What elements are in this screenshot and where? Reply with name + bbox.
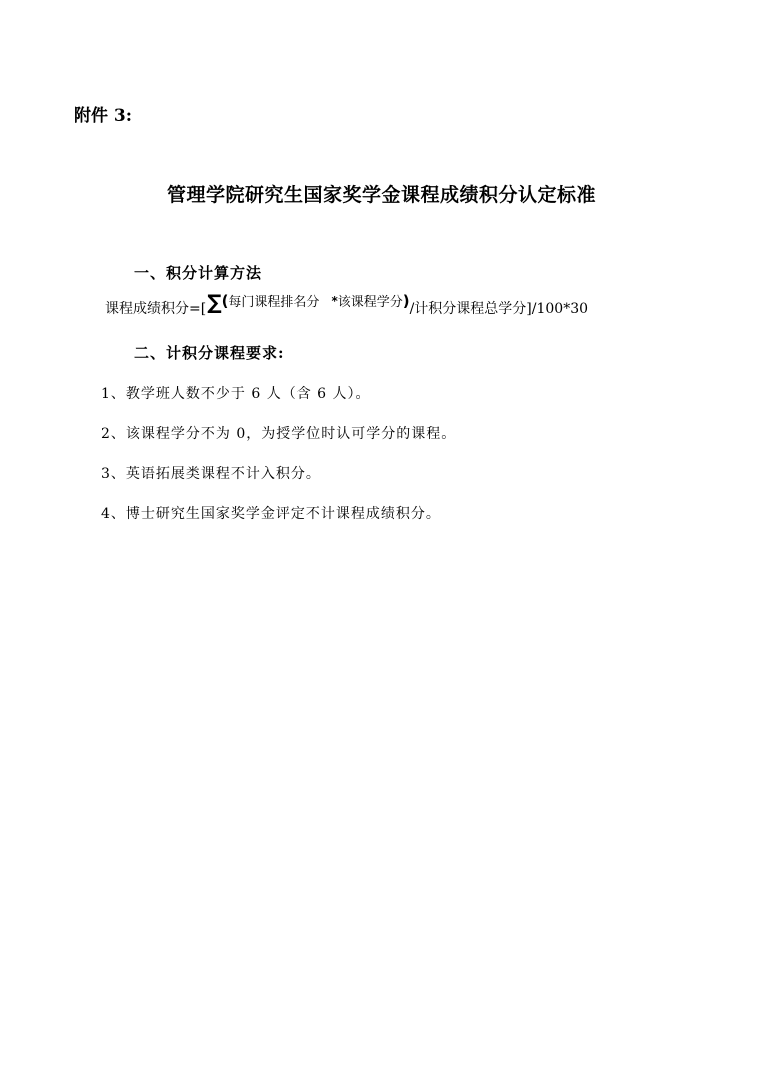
score-formula	[105, 290, 589, 318]
requirement-item: 4、博士研究生国家奖学金评定不计课程成绩积分。	[101, 506, 441, 522]
formula-term-course-credit: 该课程学分	[337, 295, 403, 310]
requirement-item: 2、该课程学分不为 0，为授学位时认可学分的课程。	[101, 426, 457, 442]
document-title: 管理学院研究生国家奖学金课程成绩积分认定标准	[166, 184, 596, 206]
sigma-symbol: ∑	[207, 290, 222, 314]
requirement-item: 1、教学班人数不少于 6 人（含 6 人）。	[101, 386, 371, 402]
attachment-label: 附件 3:	[74, 106, 133, 126]
formula-lhs: 课程成绩积分=[	[105, 301, 207, 317]
formula-term-ranking-score: 每门课程排名分	[228, 295, 320, 310]
formula-close-paren: )	[402, 292, 410, 310]
formula-times: *	[331, 294, 338, 308]
section-heading-course-requirements: 二、计积分课程要求:	[134, 344, 285, 362]
formula-open-paren: (	[221, 292, 229, 310]
formula-rhs: /计积分课程总学分]/100*30	[409, 301, 589, 317]
requirement-item: 3、英语拓展类课程不计入积分。	[101, 466, 321, 482]
section-heading-calculation-method: 一、积分计算方法	[134, 264, 263, 282]
